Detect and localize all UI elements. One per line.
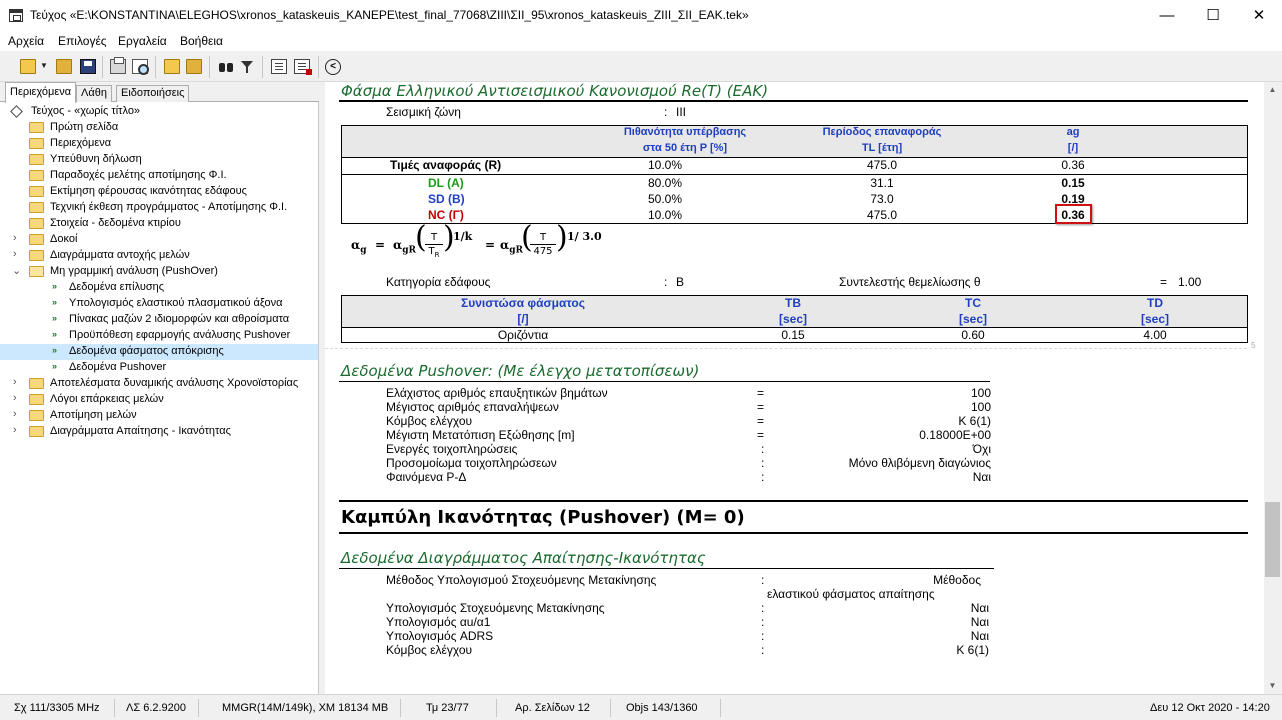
param-sep: : bbox=[761, 442, 765, 456]
status-objects: Objs 143/1360 bbox=[626, 702, 698, 714]
spectrum-section-title: Φάσμα Ελληνικού Αντισεισμικού Κανονισμού Re(T) (ΕΑΚ) bbox=[341, 82, 769, 100]
tree-item[interactable]: › Διαγράμματα αντοχής μελών bbox=[13, 248, 190, 261]
back-icon[interactable]: < bbox=[325, 59, 341, 75]
close-button[interactable]: ✕ bbox=[1252, 7, 1266, 24]
col-header-ag-unit: [/] bbox=[1067, 142, 1079, 154]
print-icon[interactable] bbox=[110, 59, 126, 74]
param-label: Υπολογισμός ADRS bbox=[386, 629, 494, 643]
formula-equals-2: = bbox=[485, 238, 496, 252]
filter-icon[interactable] bbox=[240, 59, 256, 74]
col-header-tc-unit: [sec] bbox=[958, 312, 987, 326]
param-value: Κ 6(1) bbox=[956, 643, 989, 657]
status-separator bbox=[610, 699, 611, 717]
tree-item[interactable]: » Προϋπόθεση εφαρμογής ανάλυσης Pushover bbox=[52, 329, 291, 341]
tree-item[interactable]: › Λόγοι επάρκειας μελών bbox=[13, 392, 164, 405]
toolbar-separator bbox=[209, 56, 210, 78]
menu-tools[interactable]: Εργαλεία bbox=[118, 34, 167, 48]
seismic-zone-label: Σεισμική ζώνη bbox=[386, 105, 461, 119]
document-icon[interactable] bbox=[271, 59, 287, 74]
row-sd-label: SD (B) bbox=[428, 192, 465, 206]
col-header-ag: ag bbox=[1066, 126, 1080, 138]
param-sep: : bbox=[761, 470, 765, 484]
tree-item[interactable]: » Δεδομένα Pushover bbox=[52, 361, 167, 373]
status-os: ΛΣ 6.2.9200 bbox=[126, 702, 187, 714]
foundation-coef-label: Συντελεστής θεμελίωσης θ bbox=[839, 275, 981, 289]
save-icon[interactable] bbox=[80, 59, 96, 74]
toolbar-separator bbox=[155, 56, 156, 78]
folder-icon bbox=[29, 218, 44, 229]
folder-export-icon[interactable] bbox=[186, 59, 202, 74]
col-header-tc: TC bbox=[965, 296, 981, 310]
param-label: Ενεργές τοιχοπληρώσεις bbox=[386, 442, 518, 456]
title-bar bbox=[0, 0, 1282, 31]
folder-icon bbox=[29, 410, 44, 421]
tree-item[interactable]: Περιεχόμενα bbox=[0, 136, 318, 152]
param-sep: : bbox=[761, 601, 765, 615]
param-label: Προσομοίωμα τοιχοπληρώσεων bbox=[386, 456, 557, 470]
panel-tabs bbox=[0, 82, 319, 102]
double-arrow-icon: » bbox=[52, 345, 55, 355]
status-bar bbox=[0, 694, 1282, 720]
document-flag-icon[interactable] bbox=[294, 59, 310, 74]
chevron-right-icon[interactable]: › bbox=[13, 376, 17, 388]
soil-category-colon: : bbox=[664, 275, 668, 289]
tree-item-selected[interactable]: » Δεδομένα φάσματος απόκρισης bbox=[0, 344, 318, 360]
status-pages: Αρ. Σελίδων 12 bbox=[515, 702, 590, 714]
toolbar-separator bbox=[102, 56, 103, 78]
param-label: Κόμβος ελέγχου bbox=[386, 643, 473, 657]
capacity-curve-title: Καμπύλη Ικανότητας (Pushover) (M= 0) bbox=[341, 507, 745, 528]
param-value: Ναι bbox=[972, 470, 991, 484]
status-memory: MMGR(14M/149k), XM 18134 MB bbox=[222, 702, 389, 714]
new-folder-icon[interactable] bbox=[20, 59, 36, 74]
param-sep: : bbox=[761, 629, 765, 643]
window-title: Τεύχος «E:\KONSTANTINA\ELEGHOS\xronos_kataskeuis_KANEPE\test_final_77068\ZIII\ΣΙΙ_95\xronos_kataskeuis_ZIII_ΣΙΙ_EAK.tek» bbox=[30, 8, 749, 22]
formula-bracket-open: ( bbox=[415, 220, 427, 255]
double-arrow-icon: » bbox=[52, 361, 55, 371]
param-value: 100 bbox=[970, 386, 991, 400]
folder-up-icon[interactable] bbox=[164, 59, 180, 74]
app-icon bbox=[9, 9, 23, 22]
chevron-right-icon[interactable]: › bbox=[13, 424, 17, 436]
dropdown-arrow-icon[interactable]: ▼ bbox=[40, 61, 48, 70]
diamond-icon bbox=[10, 105, 23, 118]
open-folder-icon[interactable] bbox=[56, 59, 72, 74]
formula-equals: = bbox=[375, 238, 386, 252]
param-value: 0.18000E+00 bbox=[919, 428, 991, 442]
col-header-return-period-unit: TL [έτη] bbox=[861, 142, 903, 154]
section-rule bbox=[339, 532, 1248, 534]
tree-item[interactable]: › Αποτίμηση μελών bbox=[13, 408, 137, 421]
param-value: Ναι bbox=[970, 601, 989, 615]
col-header-return-period: Περίοδος επαναφοράς bbox=[822, 126, 942, 138]
row-nc-ag: 0.36 bbox=[1061, 208, 1085, 222]
status-cpu: Σχ 111/3305 MHz bbox=[14, 702, 100, 714]
param-value-continued: ελαστικού φάσματος απαίτησης bbox=[767, 587, 935, 601]
param-label: Υπολογισμός Στοχευόμενης Μετακίνησης bbox=[386, 601, 605, 615]
pushover-section-title: Δεδομένα Pushover: (Με έλεγχο μετατοπίσεων) bbox=[341, 362, 700, 380]
tree-item[interactable]: › Διαγράμματα Απαίτησης - Ικανότητας bbox=[13, 424, 231, 437]
folder-icon bbox=[29, 394, 44, 405]
row-horizontal-tc: 0.60 bbox=[961, 328, 985, 342]
tree-item[interactable]: Εκτίμηση φέρουσας ικανότητας εδάφους bbox=[0, 184, 318, 200]
col-header-tb: TB bbox=[785, 296, 801, 310]
chevron-down-icon[interactable]: ⌄ bbox=[12, 265, 22, 277]
col-header-td: TD bbox=[1147, 296, 1163, 310]
tree-item[interactable]: Τεχνική έκθεση προγράμματος - Αποτίμησης Φ.Ι. bbox=[0, 200, 318, 216]
row-horizontal-label: Οριζόντια bbox=[497, 328, 549, 342]
tab-contents[interactable]: Περιεχόμενα bbox=[5, 82, 76, 103]
param-label: Υπολογισμός αu/α1 bbox=[386, 615, 491, 629]
print-preview-icon[interactable] bbox=[132, 59, 148, 74]
param-label: Μέγιστη Μετατόπιση Εξώθησης [m] bbox=[386, 428, 575, 442]
status-section: Τμ 23/77 bbox=[426, 702, 469, 714]
row-reference-label: Τιμές αναφοράς (R) bbox=[390, 158, 502, 172]
scroll-up-icon[interactable]: ▲ bbox=[1268, 85, 1277, 94]
toolbar bbox=[0, 52, 1282, 82]
param-label: Κόμβος ελέγχου bbox=[386, 414, 473, 428]
folder-icon bbox=[29, 426, 44, 437]
formula-bracket-open-2: ( bbox=[521, 220, 533, 255]
section-rule bbox=[339, 500, 1248, 502]
param-value: Κ 6(1) bbox=[958, 414, 991, 428]
formula-agr-2: $\alpha_{gR}$ bbox=[500, 238, 524, 256]
folder-icon bbox=[29, 170, 44, 181]
tree-item[interactable]: Παραδοχές μελέτης αποτίμησης Φ.Ι. bbox=[0, 168, 318, 184]
row-dl-period: 31.1 bbox=[870, 176, 894, 190]
tree-item[interactable]: » Δεδομένα επίλυσης bbox=[52, 281, 165, 293]
param-value: Μέθοδος bbox=[933, 573, 981, 587]
param-value: Μόνο θλιβόμενη διαγώνιος bbox=[848, 456, 991, 470]
col-header-td-unit: [sec] bbox=[1140, 312, 1169, 326]
open-folder-icon bbox=[29, 266, 44, 277]
row-nc-probability: 10.0% bbox=[647, 208, 683, 222]
formula-bracket-close-2: ) bbox=[556, 220, 568, 255]
status-separator bbox=[198, 699, 199, 717]
tree-item[interactable]: » Υπολογισμός ελαστικού πλασματικού άξονα bbox=[52, 297, 283, 309]
param-label: Μέθοδος Υπολογισμού Στοχευόμενης Μετακίνησης bbox=[386, 573, 657, 587]
param-value: Όχι bbox=[972, 442, 991, 456]
status-datetime: Δευ 12 Οκτ 2020 - 14:20 bbox=[1150, 702, 1270, 714]
section-rule bbox=[339, 568, 994, 569]
soil-category-value: B bbox=[676, 275, 685, 289]
param-sep: = bbox=[757, 400, 765, 414]
row-reference-probability: 10.0% bbox=[647, 158, 683, 172]
param-sep: : bbox=[761, 456, 765, 470]
tree-item[interactable]: » Πίνακας μαζών 2 ιδιομορφών και αθροίσματα bbox=[52, 313, 290, 325]
row-nc-period: 475.0 bbox=[866, 208, 898, 222]
page-marker: 5 bbox=[1251, 341, 1256, 350]
row-reference-period: 475.0 bbox=[866, 158, 898, 172]
tree-item-root[interactable]: Τεύχος - «χωρίς τίτλο» bbox=[0, 104, 318, 120]
folder-icon bbox=[29, 234, 44, 245]
menu-options[interactable]: Επιλογές bbox=[58, 34, 107, 48]
folder-icon bbox=[29, 250, 44, 261]
menu-files[interactable]: Αρχεία bbox=[8, 34, 45, 48]
status-separator bbox=[496, 699, 497, 717]
row-sd-ag: 0.19 bbox=[1061, 192, 1085, 206]
row-reference-ag: 0.36 bbox=[1061, 158, 1085, 172]
row-dl-label: DL (A) bbox=[428, 176, 464, 190]
seismic-zone-value: III bbox=[676, 105, 687, 119]
folder-icon bbox=[29, 202, 44, 213]
status-separator bbox=[400, 699, 401, 717]
double-arrow-icon: » bbox=[52, 297, 55, 307]
tree-item[interactable]: Πρώτη σελίδα bbox=[0, 120, 318, 136]
contents-panel bbox=[0, 82, 319, 694]
row-dl-probability: 80.0% bbox=[647, 176, 683, 190]
double-arrow-icon: » bbox=[52, 313, 55, 323]
section-rule bbox=[339, 381, 990, 382]
folder-icon bbox=[29, 154, 44, 165]
chevron-right-icon[interactable]: › bbox=[13, 232, 17, 244]
toolbar-separator bbox=[318, 56, 319, 78]
foundation-coef-equals: = bbox=[1160, 275, 1168, 289]
vertical-scrollbar[interactable] bbox=[1264, 82, 1281, 694]
param-value: Ναι bbox=[970, 615, 989, 629]
chevron-right-icon[interactable]: › bbox=[13, 408, 17, 420]
row-sd-period: 73.0 bbox=[870, 192, 894, 206]
demand-section-title: Δεδομένα Διαγράμματος Απαίτησης-Ικανότητας bbox=[341, 549, 706, 567]
menu-help[interactable]: Βοήθεια bbox=[180, 34, 223, 48]
double-arrow-icon: » bbox=[52, 329, 55, 339]
formula-fraction-2: T 475 bbox=[530, 232, 556, 257]
formula-fraction: T $T_R$ bbox=[425, 232, 443, 259]
col-header-probability-unit: στα 50 έτη P [%] bbox=[642, 142, 728, 154]
row-dl-ag: 0.15 bbox=[1061, 176, 1085, 190]
tab-errors[interactable]: Λάθη bbox=[76, 85, 112, 102]
minimize-button[interactable]: — bbox=[1159, 7, 1175, 24]
tree-item[interactable]: › Αποτελέσματα δυναμικής ανάλυσης Χρονοϊστορίας bbox=[13, 376, 299, 389]
param-label: Μέγιστος αριθμός επαναλήψεων bbox=[386, 400, 559, 414]
scroll-down-icon[interactable]: ▼ bbox=[1268, 681, 1277, 690]
formula-exponent: 1/k bbox=[453, 230, 473, 243]
param-sep: = bbox=[757, 414, 765, 428]
tree-item[interactable]: Υπεύθυνη δήλωση bbox=[0, 152, 318, 168]
tab-notifications[interactable]: Ειδοποιήσεις bbox=[116, 85, 189, 102]
param-sep: = bbox=[757, 428, 765, 442]
param-sep: : bbox=[761, 643, 765, 657]
formula-ag: $\alpha_g$ bbox=[351, 238, 367, 256]
soil-category-label: Κατηγορία εδάφους bbox=[386, 275, 491, 289]
table-line bbox=[342, 174, 1247, 175]
param-value: 100 bbox=[970, 400, 991, 414]
toolbar-separator bbox=[262, 56, 263, 78]
status-separator bbox=[720, 699, 721, 717]
row-horizontal-tb: 0.15 bbox=[781, 328, 805, 342]
folder-icon bbox=[29, 122, 44, 133]
folder-icon bbox=[29, 378, 44, 389]
highlight-box bbox=[1055, 204, 1092, 224]
formula-exponent-2: 1/ 3.0 bbox=[567, 230, 602, 243]
param-label: Ελάχιστος αριθμός επαυξητικών βημάτων bbox=[386, 386, 608, 400]
row-horizontal-td: 4.00 bbox=[1143, 328, 1167, 342]
scroll-thumb[interactable] bbox=[1265, 502, 1280, 577]
col-header-probability: Πιθανότητα υπέρβασης bbox=[623, 126, 747, 138]
param-sep: = bbox=[757, 386, 765, 400]
formula-agr: $\alpha_{gR}$ bbox=[393, 238, 417, 256]
page-break bbox=[325, 348, 1247, 349]
section-rule bbox=[339, 100, 1248, 102]
find-icon[interactable] bbox=[218, 59, 234, 74]
folder-icon bbox=[29, 138, 44, 149]
col-header-tb-unit: [sec] bbox=[778, 312, 807, 326]
menu-bar bbox=[0, 31, 1282, 51]
foundation-coef-value: 1.00 bbox=[1178, 275, 1202, 289]
chevron-right-icon[interactable]: › bbox=[13, 392, 17, 404]
maximize-button[interactable]: ☐ bbox=[1206, 7, 1220, 24]
folder-icon bbox=[29, 186, 44, 197]
param-sep: : bbox=[761, 615, 765, 629]
double-arrow-icon: » bbox=[52, 281, 55, 291]
row-nc-label: NC (Γ) bbox=[428, 208, 464, 222]
status-separator bbox=[114, 699, 115, 717]
tree-item[interactable]: Στοιχεία - δεδομένα κτιρίου bbox=[0, 216, 318, 232]
col-header-component: Συνιστώσα φάσματος bbox=[461, 296, 585, 310]
param-label: Φαινόμενα P-Δ bbox=[386, 470, 467, 484]
formula-bracket-close: ) bbox=[443, 220, 455, 255]
row-sd-probability: 50.0% bbox=[647, 192, 683, 206]
tree-item[interactable]: ⌄ Μη γραμμική ανάλυση (PushOver) bbox=[12, 265, 218, 277]
param-sep: : bbox=[761, 573, 765, 587]
col-header-component-unit: [/] bbox=[517, 312, 529, 326]
chevron-right-icon[interactable]: › bbox=[13, 248, 17, 260]
seismic-zone-colon: : bbox=[664, 105, 668, 119]
tree-item[interactable]: › Δοκοί bbox=[13, 232, 78, 245]
document-view bbox=[325, 82, 1264, 694]
param-value: Ναι bbox=[970, 629, 989, 643]
